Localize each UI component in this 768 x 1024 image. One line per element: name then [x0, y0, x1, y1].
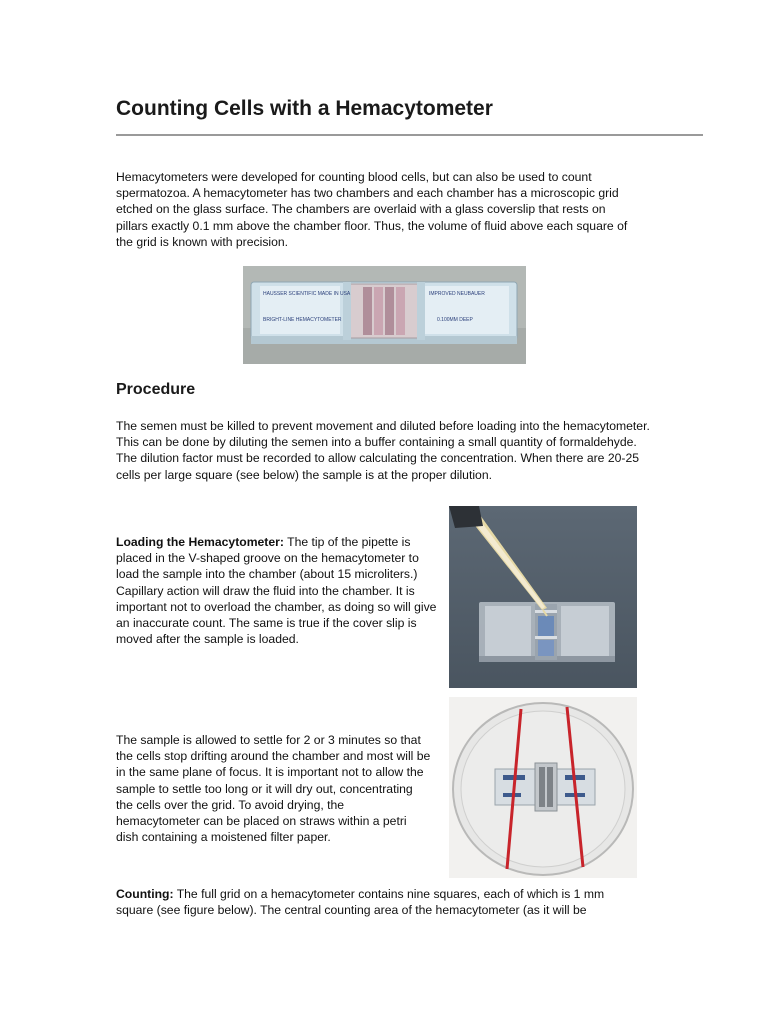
procedure-paragraph: The semen must be killed to prevent movement and diluted before loading into the hemacytometer. This can be done by diluting the semen into a buffer containing a small quantity of formaldehyde. The dilution factor must be recorded to allow calculating the concentration. When there are 20-25 cells per large square (see below) the sample is at the proper dilution.: [116, 419, 650, 482]
procedure-heading: Procedure: [116, 381, 196, 398]
counting-label: Counting:: [116, 887, 174, 901]
slide-label-depth: 0.100MM DEEP: [437, 317, 473, 323]
counting-text: The full grid on a hemacytometer contains nine squares, each of which is 1 mm square (see figure below). The central counting area of the hemacytometer (as it will be: [116, 887, 605, 918]
slide-label-maker: HAUSSER SCIENTIFIC MADE IN USA: [263, 291, 351, 297]
counting-paragraph: [116, 886, 636, 918]
page-title: Counting Cells with a Hemacytometer: [116, 97, 493, 120]
petri-dish-photo: [449, 697, 637, 878]
intro-paragraph: Hemacytometers were developed for counting blood cells, but can also be used to count spermatozoa. A hemacytometer has two chambers and each chamber has a microscopic grid etched on the glass surface. The chambers are overlaid with a glass coverslip that rests on pillars exactly 0.1 mm above the chamber floor. Thus, the volume of fluid above each square of the grid is known with precision.: [116, 170, 628, 249]
loading-label: Loading the Hemacytometer:: [116, 535, 284, 549]
settle-paragraph: The sample is allowed to settle for 2 or 3 minutes so that the cells stop drifting around the chamber and most will be in the same plane of focus. It is important not to allow the sample to settle too long or it will dry out, concentrating the cells over the grid. To avoid drying, the hemacytometer can be placed on straws within a petri dish containing a moistened filter paper.: [116, 733, 431, 845]
title-divider: [116, 134, 703, 136]
loading-text: The tip of the pipette is placed in the V-shaped groove on the hemacytometer to load the sample into the chamber (about 15 microliters.) Capillary action will draw the fluid into the chamber. It is important not to overload the chamber, as doing so will give an inaccurate count. The same is true if the cover slip is moved after the sample is loaded.: [116, 535, 437, 647]
loading-paragraph: [116, 534, 438, 647]
hemacytometer-slide-photo: [243, 266, 526, 364]
slide-label-brightline: BRIGHT-LINE HEMACYTOMETER: [263, 317, 342, 323]
pipette-loading-photo: [449, 506, 637, 688]
slide-label-neubauer: IMPROVED NEUBAUER: [429, 291, 485, 297]
